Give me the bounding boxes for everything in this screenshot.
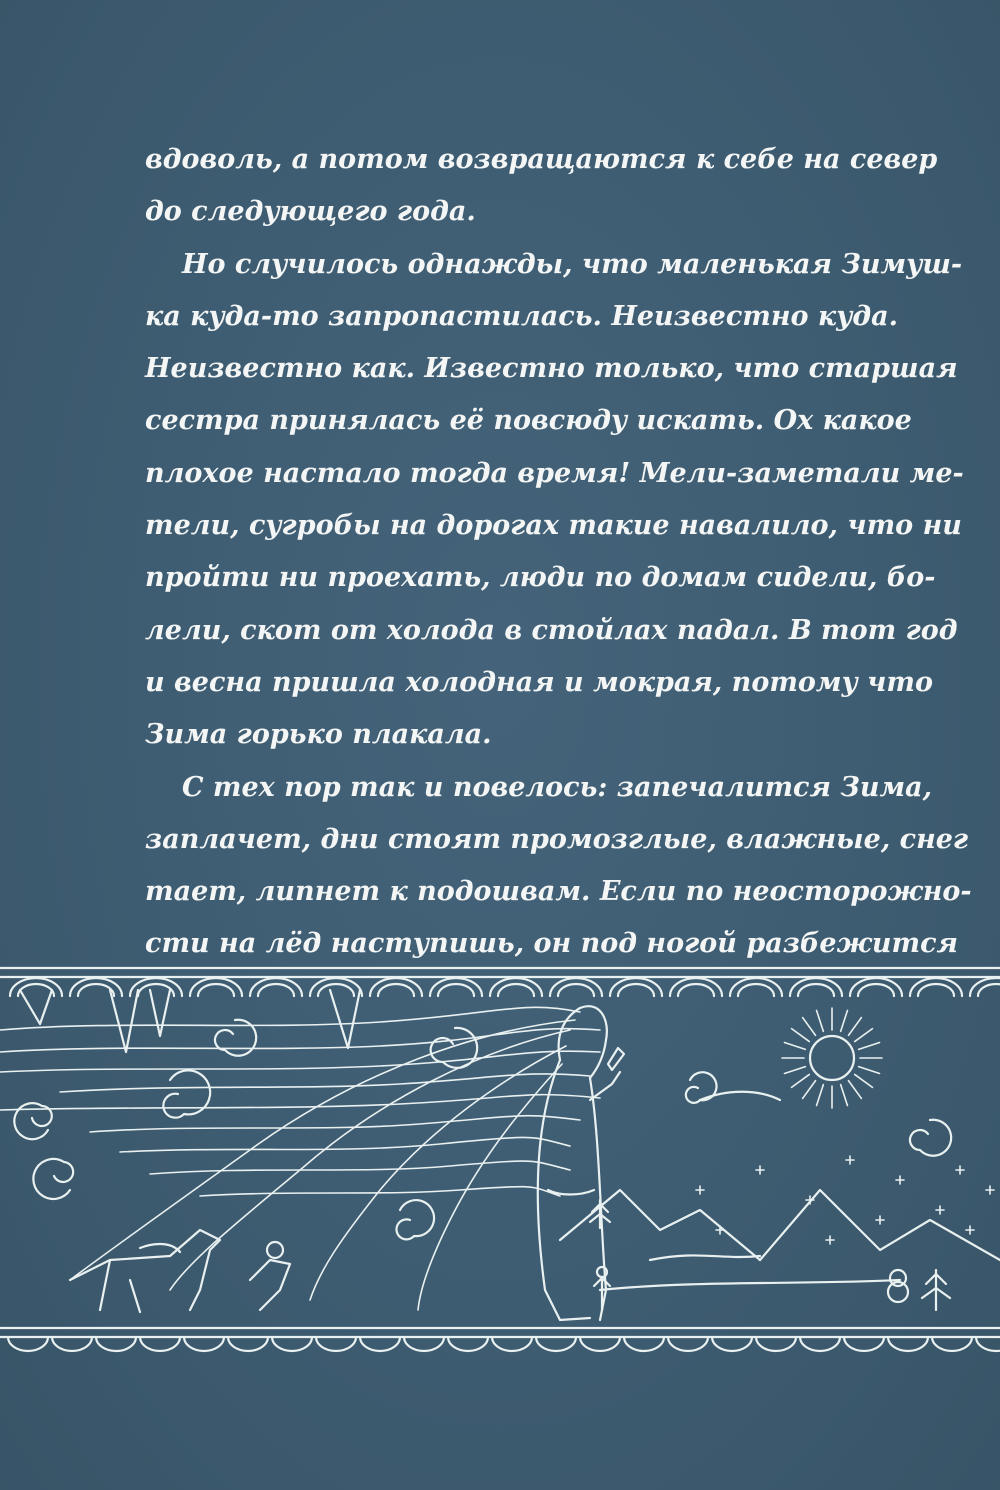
- scallop-ornament: [52, 1337, 92, 1351]
- text-line: Но случилось однажды, что маленькая Зимуш-: [182, 248, 963, 280]
- sun-ray: [859, 1043, 880, 1050]
- scallop-ornament: [536, 1337, 576, 1351]
- sun-icon: [782, 1008, 882, 1108]
- sun-ray: [855, 1074, 873, 1087]
- text-line: Неизвестно как. Известно только, что старшая: [145, 353, 958, 385]
- scallop-ornament: [624, 1337, 664, 1351]
- winter-folk-illustration-icon: [0, 960, 1000, 1360]
- story-text: [145, 134, 972, 971]
- scallop-ornament: [272, 1337, 312, 1351]
- scallop-ornament: [140, 1337, 180, 1351]
- arch-ornament: [730, 978, 782, 996]
- text-line: сестра принялась её повсюду искать. Ох какое: [145, 405, 912, 437]
- text-line: тели, сугробы на дорогах такие навалило, что ни: [145, 510, 962, 542]
- scallop-ornament: [316, 1337, 356, 1351]
- fir-trees: [590, 1200, 950, 1310]
- scallop-ornament: [448, 1337, 488, 1351]
- sun-ray: [848, 1018, 861, 1036]
- scallop-ornament: [888, 1337, 928, 1351]
- text-line: ка куда-то запропастилась. Неизвестно куда.: [145, 300, 899, 332]
- arch-ornament: [490, 978, 542, 996]
- arch-ornament: [970, 978, 1000, 996]
- sun-ray: [841, 1085, 848, 1106]
- text-line: пройти ни проехать, люди по домам сидели, бо-: [145, 562, 936, 594]
- sun-ray: [848, 1081, 861, 1099]
- star-icon: [936, 1206, 944, 1214]
- horse-and-rider: [70, 1230, 290, 1312]
- text-line: и весна пришла холодная и мокрая, потому что: [145, 666, 933, 698]
- star-icon: [826, 1236, 834, 1244]
- icicles: [20, 990, 360, 1052]
- scallop-ornament: [404, 1337, 444, 1351]
- text-line: сти на лёд наступишь, он под ногой разбежится: [145, 928, 958, 960]
- sun-ray: [803, 1081, 816, 1099]
- scallop-ornament: [228, 1337, 268, 1351]
- arch-ornament: [70, 978, 122, 996]
- wind-lines: [0, 1007, 600, 1196]
- text-line: вдоволь, а потом возвращаются к себе на север: [145, 144, 938, 175]
- sun-ray: [792, 1029, 810, 1042]
- scallop-ornament: [184, 1337, 224, 1351]
- scallop-ornament: [8, 1337, 48, 1351]
- text-line: тает, липнет к подошвам. Если по неосторожно-: [145, 876, 972, 908]
- sun-ray: [841, 1010, 848, 1031]
- text-line: лели, скот от холода в стойлах падал. В тот год: [145, 614, 958, 646]
- arch-ornament: [250, 978, 302, 996]
- star-icon: [696, 1186, 704, 1194]
- sun-ray: [803, 1018, 816, 1036]
- arch-ornament: [670, 978, 722, 996]
- sun-ray: [792, 1074, 810, 1087]
- scallop-ornament: [800, 1337, 840, 1351]
- snowman-icon: [888, 1270, 908, 1302]
- arch-ornament: [790, 978, 842, 996]
- sun-ray: [784, 1067, 805, 1074]
- star-icon: [956, 1166, 964, 1174]
- text-line: до следующего года.: [145, 196, 476, 228]
- star-icon: [896, 1176, 904, 1184]
- star-icon: [966, 1226, 974, 1234]
- sun-ray: [817, 1085, 824, 1106]
- scallop-ornament: [712, 1337, 752, 1351]
- arch-ornament: [610, 978, 662, 996]
- scallop-ornament: [360, 1337, 400, 1351]
- arch-ornament: [10, 978, 62, 996]
- text-line: Зима горько плакала.: [145, 719, 492, 751]
- arch-ornament: [370, 978, 422, 996]
- star-icon: [986, 1186, 994, 1194]
- scallop-ornament: [844, 1337, 884, 1351]
- text-line: заплачет, дни стоят промозглые, влажные, снег: [145, 823, 969, 855]
- scallop-ornament: [756, 1337, 796, 1351]
- bottom-border: [0, 1328, 1000, 1351]
- sun-ray: [784, 1043, 805, 1050]
- sun-ray: [817, 1010, 824, 1031]
- star-icon: [716, 1226, 724, 1234]
- scallop-ornament: [668, 1337, 708, 1351]
- star-icon: [876, 1216, 884, 1224]
- sun-ray: [859, 1067, 880, 1074]
- arch-ornament: [910, 978, 962, 996]
- scallop-ornament: [492, 1337, 532, 1351]
- sun-ray: [855, 1029, 873, 1042]
- arch-ornament: [550, 978, 602, 996]
- arch-ornament: [430, 978, 482, 996]
- arch-ornament: [850, 978, 902, 996]
- text-line: С тех пор так и повелось: запечалится Зима,: [182, 771, 933, 803]
- text-line: плохое настало тогда время! Мели-заметали ме-: [145, 457, 964, 489]
- scallop-ornament: [932, 1337, 972, 1351]
- arch-ornament: [190, 978, 242, 996]
- scallop-ornament: [580, 1337, 620, 1351]
- arch-ornament: [310, 978, 362, 996]
- star-icon: [756, 1166, 764, 1174]
- scallop-ornament: [96, 1337, 136, 1351]
- scallop-ornament: [976, 1337, 1000, 1351]
- star-icon: [846, 1156, 854, 1164]
